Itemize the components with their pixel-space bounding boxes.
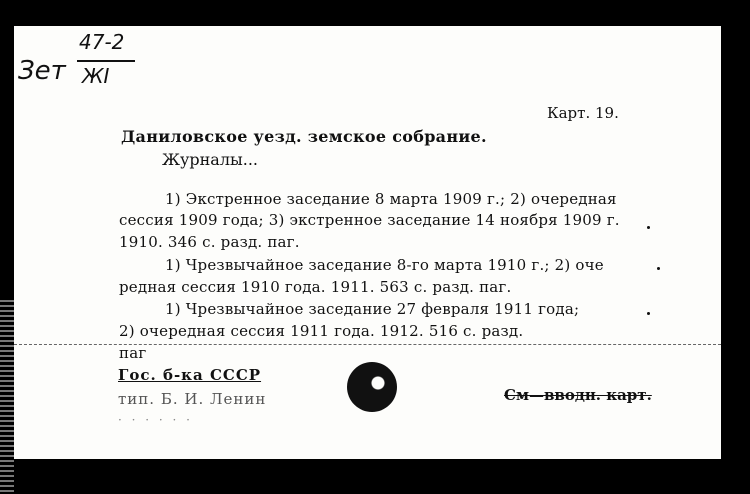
entry-line: 1) Чрезвычайное заседание 27 февраля 1911 года; [165,300,580,318]
ink-stamp [347,362,397,412]
scan-edge [0,300,14,494]
entry-line: 1910. 346 с. разд. паг. [119,233,300,251]
handwritten-denominator: ЖI [82,64,110,88]
faded-imprint: · · · · · · [118,413,193,427]
printer-imprint: тип. Б. И. Ленин [118,390,267,408]
handwritten-numerator: 47-2 [79,30,125,54]
ink-speck [657,267,660,270]
ink-speck [647,226,650,229]
card-type-label: Cм—вводн. карт. [504,386,652,404]
entry-line: сессия 1909 года; 3) экстренное заседание 14 ноября 1909 г. [119,211,620,229]
catalog-card [14,26,721,459]
card-heading: Даниловское уезд. земское собрание. [121,127,487,146]
dashed-divider [14,344,721,345]
entry-line: редная сессия 1910 года. 1911. 563 с. разд. паг. [119,278,512,296]
entry-line: 1) Чрезвычайное заседание 8-го марта 1910 г.; 2) оче [165,256,604,274]
card-number: Карт. 19. [547,104,619,122]
entry-line: 2) очередная сессия 1911 года. 1912. 516 с. разд. [119,322,524,340]
entry-line: паг [119,344,147,362]
card-subheading: Журналы... [162,150,258,169]
publisher-imprint: Гос. б-ка СССР [118,366,262,384]
handwritten-fraction-rule [77,60,135,62]
entry-line: 1) Экстренное заседание 8 марта 1909 г.; 2) очередная [165,190,617,208]
ink-speck [647,312,650,315]
handwritten-prefix: Зет [18,56,66,86]
